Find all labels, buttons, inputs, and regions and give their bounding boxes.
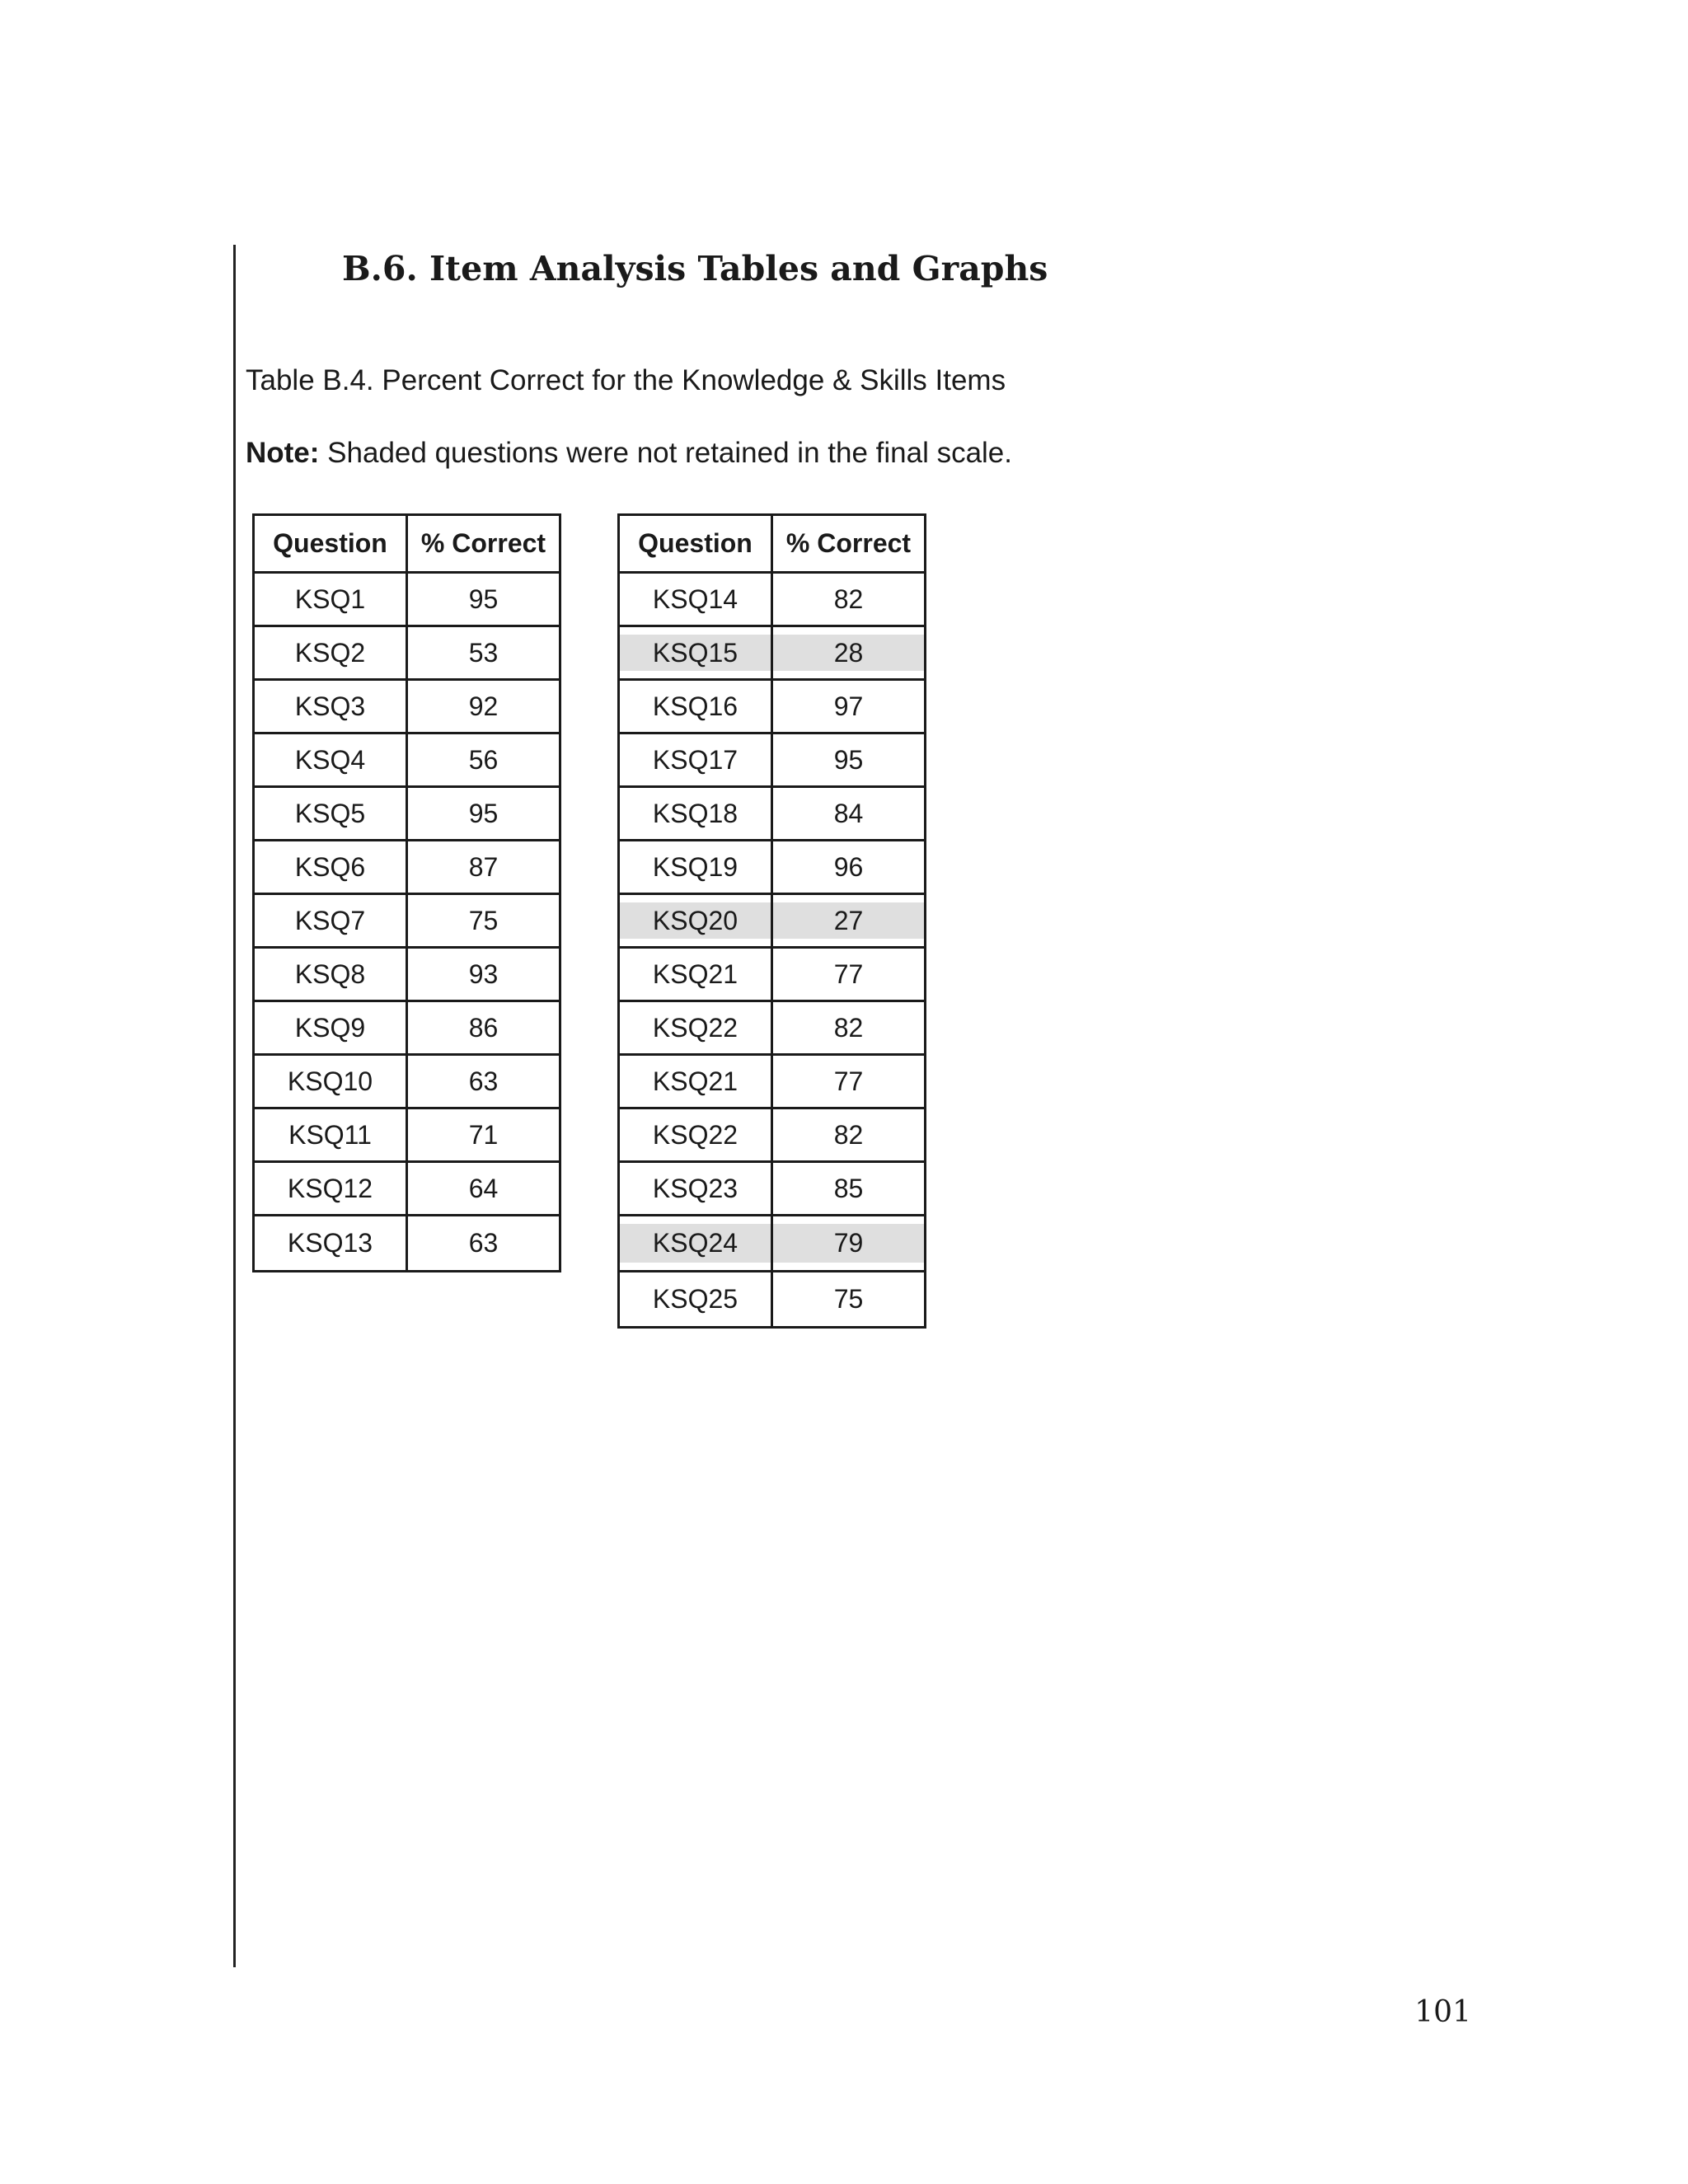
table-row	[254, 894, 560, 948]
question-cell: KSQ13	[254, 1216, 407, 1272]
table-row	[619, 1272, 926, 1328]
question-cell: KSQ25	[619, 1272, 772, 1328]
table-body	[619, 573, 926, 1328]
column-header-question: Question	[254, 515, 407, 573]
percent-correct-cell: 75	[407, 894, 560, 948]
percent-correct-cell: 63	[407, 1216, 560, 1272]
question-cell: KSQ17	[619, 733, 772, 787]
column-header-percent-correct: % Correct	[407, 515, 560, 573]
table-row	[619, 1216, 926, 1272]
percent-correct-cell: 87	[407, 841, 560, 894]
question-cell: KSQ20	[619, 894, 772, 948]
percent-correct-cell: 27	[772, 894, 926, 948]
question-cell: KSQ23	[619, 1162, 772, 1216]
question-cell: KSQ14	[619, 573, 772, 626]
table-row	[619, 948, 926, 1001]
margin-rule	[233, 245, 236, 1967]
question-cell: KSQ9	[254, 1001, 407, 1055]
percent-correct-cell: 86	[407, 1001, 560, 1055]
question-cell: KSQ7	[254, 894, 407, 948]
table-row	[254, 573, 560, 626]
question-cell: KSQ16	[619, 680, 772, 733]
percent-correct-cell: 95	[772, 733, 926, 787]
question-cell: KSQ4	[254, 733, 407, 787]
question-cell: KSQ18	[619, 787, 772, 841]
table-note	[246, 434, 1012, 473]
question-cell: KSQ11	[254, 1108, 407, 1162]
percent-correct-cell: 82	[772, 1001, 926, 1055]
percent-correct-cell: 97	[772, 680, 926, 733]
table-row	[254, 1055, 560, 1108]
table-row	[619, 841, 926, 894]
table-row	[619, 733, 926, 787]
table-row	[619, 894, 926, 948]
column-header-percent-correct: % Correct	[772, 515, 926, 573]
question-cell: KSQ6	[254, 841, 407, 894]
percent-correct-cell: 95	[407, 573, 560, 626]
percent-correct-cell: 71	[407, 1108, 560, 1162]
table-row	[254, 787, 560, 841]
table-row	[619, 1108, 926, 1162]
table-row	[254, 841, 560, 894]
question-cell: KSQ21	[619, 948, 772, 1001]
table-caption: Table B.4. Percent Correct for the Knowledge & Skills Items	[246, 364, 1006, 396]
percent-correct-cell: 77	[772, 948, 926, 1001]
question-cell: KSQ19	[619, 841, 772, 894]
table-row	[619, 1001, 926, 1055]
question-cell: KSQ5	[254, 787, 407, 841]
table-row	[619, 1162, 926, 1216]
percent-correct-cell: 93	[407, 948, 560, 1001]
section-heading: B.6. Item Analysis Tables and Graphs	[342, 249, 1048, 288]
table-row	[619, 787, 926, 841]
question-cell: KSQ10	[254, 1055, 407, 1108]
table-row	[254, 1001, 560, 1055]
table-row	[254, 733, 560, 787]
percent-correct-cell: 82	[772, 573, 926, 626]
percent-correct-cell: 79	[772, 1216, 926, 1272]
table-row	[254, 1108, 560, 1162]
table-row	[619, 1055, 926, 1108]
percent-correct-cell: 64	[407, 1162, 560, 1216]
table-row	[254, 1216, 560, 1272]
table-row	[619, 626, 926, 680]
percent-correct-cell: 53	[407, 626, 560, 680]
percent-correct-cell: 84	[772, 787, 926, 841]
percent-correct-cell: 85	[772, 1162, 926, 1216]
note-text: Shaded questions were not retained in the final scale.	[327, 437, 1012, 469]
question-cell: KSQ1	[254, 573, 407, 626]
table-body	[254, 573, 560, 1272]
table-header-row	[254, 515, 560, 573]
table-row	[254, 1162, 560, 1216]
table-header-row	[619, 515, 926, 573]
question-cell: KSQ2	[254, 626, 407, 680]
percent-correct-cell: 96	[772, 841, 926, 894]
question-cell: KSQ15	[619, 626, 772, 680]
question-cell: KSQ21	[619, 1055, 772, 1108]
table-row	[619, 573, 926, 626]
table-row	[254, 948, 560, 1001]
question-cell: KSQ22	[619, 1001, 772, 1055]
question-cell: KSQ24	[619, 1216, 772, 1272]
column-header-question: Question	[619, 515, 772, 573]
percent-correct-cell: 95	[407, 787, 560, 841]
table-row	[254, 626, 560, 680]
percent-correct-cell: 82	[772, 1108, 926, 1162]
question-cell: KSQ8	[254, 948, 407, 1001]
percent-correct-cell: 28	[772, 626, 926, 680]
percent-correct-cell: 56	[407, 733, 560, 787]
percent-correct-cell: 63	[407, 1055, 560, 1108]
note-label: Note:	[246, 437, 320, 469]
percent-correct-table-right	[617, 513, 926, 1329]
page-number: 101	[1414, 1995, 1471, 2029]
question-cell: KSQ12	[254, 1162, 407, 1216]
table-row	[254, 680, 560, 733]
question-cell: KSQ3	[254, 680, 407, 733]
percent-correct-cell: 75	[772, 1272, 926, 1328]
question-cell: KSQ22	[619, 1108, 772, 1162]
percent-correct-cell: 92	[407, 680, 560, 733]
table-row	[619, 680, 926, 733]
percent-correct-cell: 77	[772, 1055, 926, 1108]
percent-correct-table-left	[252, 513, 561, 1272]
